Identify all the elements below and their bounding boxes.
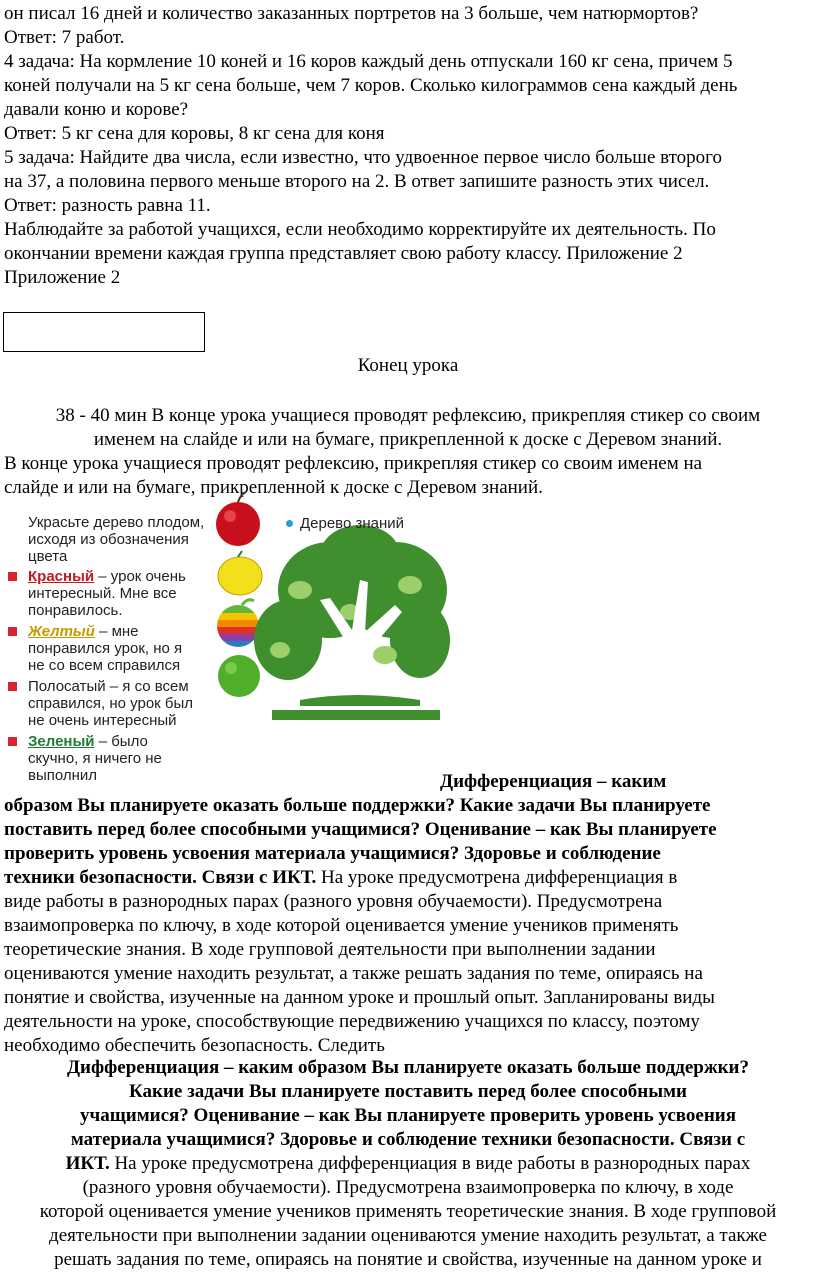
legend-red-text: интересный. Мне все bbox=[28, 585, 177, 602]
text-line: Ответ: 5 кг сена для коровы, 8 кг сена для коня bbox=[4, 123, 385, 144]
diff-line: поставить перед более способными учащимися? Оценивание – как Вы планируете bbox=[4, 819, 717, 840]
legend-green-text: выполнил bbox=[28, 767, 98, 784]
legend-red-word: Красный bbox=[28, 568, 95, 585]
reflection-centered-line: 38 - 40 мин В конце урока учащиеся проводят рефлексию, прикрепляя стикер со своим bbox=[55, 405, 761, 426]
bullet-dot bbox=[286, 520, 293, 527]
centered-bold-line: учащимися? Оценивание – как Вы планируете проверить уровень усвоения bbox=[80, 1105, 736, 1126]
text-line: необходимо обеспечить безопасность. Следить bbox=[4, 1035, 385, 1056]
text-line: оцениваются умение находить результат, а также решать задания по теме, опираясь на bbox=[4, 963, 703, 984]
diff-normal-part: На уроке предусмотрена дифференциация в bbox=[321, 867, 678, 888]
tree-label: Дерево знаний bbox=[300, 515, 405, 532]
text-line: теоретические знания. В ходе групповой деятельности при выполнении задании bbox=[4, 939, 656, 960]
diff-line: образом Вы планируете оказать больше поддержки? Какие задачи Вы планируете bbox=[4, 795, 711, 816]
text-line: давали коню и корове? bbox=[4, 99, 189, 120]
legend-green-text: скучно, я ничего не bbox=[28, 750, 162, 767]
text-line: Ответ: 7 работ. bbox=[4, 27, 125, 48]
reflection-line: слайде и или на бумаге, прикрепленной к доске с Деревом знаний. bbox=[4, 477, 543, 498]
legend-yellow-text: понравился урок, но я bbox=[28, 640, 183, 657]
section-title: Конец урока bbox=[357, 355, 459, 376]
legend-striped: справился, но урок был bbox=[28, 695, 194, 712]
legend-green-word: Зеленый bbox=[28, 733, 95, 750]
legend-yellow-word: Желтый bbox=[28, 623, 95, 640]
legend-intro: цвета bbox=[28, 548, 68, 565]
diff-line-mixed bbox=[4, 866, 816, 890]
centered-mixed-line bbox=[0, 1152, 816, 1176]
legend-red-text: – урок очень bbox=[98, 568, 186, 585]
text-line: 4 задача: На кормление 10 коней и 16 коров каждый день отпускали 160 кг сена, причем 5 bbox=[4, 51, 733, 72]
text-line: виде работы в разнородных парах (разного уровня обучаемости). Предусмотрена bbox=[4, 891, 663, 912]
legend-intro: Украсьте дерево плодом, bbox=[28, 514, 205, 531]
centered-bold-line: Какие задачи Вы планируете поставить перед более способными bbox=[129, 1081, 687, 1102]
text-line: Наблюдайте за работой учащихся, если необходимо корректируйте их деятельность. По bbox=[4, 219, 716, 240]
text-line: коней получали на 5 кг сена больше, чем 7 коров. Сколько килограммов сена каждый день bbox=[4, 75, 738, 96]
centered-bold-line: материала учащимися? Здоровье и соблюдение техники безопасности. Связи с bbox=[70, 1129, 746, 1150]
diff-line: проверить уровень усвоения материала учащимися? Здоровье и соблюдение bbox=[4, 843, 661, 864]
text-line: деятельности на уроке, способствующие передвижению учащихся по классу, поэтому bbox=[4, 1011, 700, 1032]
text-line: Ответ: разность равна 11. bbox=[4, 195, 211, 216]
legend-intro: исходя из обозначения bbox=[28, 531, 189, 548]
reflection-line: В конце урока учащиеся проводят рефлексию, прикрепляя стикер со своим именем на bbox=[4, 453, 703, 474]
centered-bold-line: Дифференциация – каким образом Вы планируете оказать больше поддержки? bbox=[66, 1057, 750, 1078]
diff-line: Дифференциация – каким bbox=[440, 771, 667, 792]
centered-normal-part: На уроке предусмотрена дифференциация в виде работы в разнородных парах bbox=[114, 1153, 751, 1174]
centered-line: которой оценивается умение учеников применять теоретические знания. В ходе групповой bbox=[39, 1201, 777, 1222]
legend-green-text: – было bbox=[98, 733, 148, 750]
tree-icon bbox=[254, 525, 450, 720]
text-line: 5 задача: Найдите два числа, если известно, что удвоенное первое число больше второго bbox=[4, 147, 722, 168]
text-line: понятие и свойства, изученные на данном уроке и прошлый опыт. Запланированы виды bbox=[4, 987, 715, 1008]
red-apple-icon bbox=[216, 492, 260, 546]
text-line: он писал 16 дней и количество заказанных портретов на 3 больше, чем натюрмортов? bbox=[4, 3, 699, 24]
centered-bold-part: ИКТ. bbox=[65, 1153, 115, 1174]
legend-striped: Полосатый – я со всем bbox=[28, 678, 189, 695]
text-line: взаимопроверка по ключу, в ходе которой оценивается умение учеников применять bbox=[4, 915, 679, 936]
centered-line: (разного уровня обучаемости). Предусмотрена взаимопроверка по ключу, в ходе bbox=[82, 1177, 734, 1198]
yellow-apple-icon bbox=[218, 551, 262, 595]
legend-yellow-text: – мне bbox=[99, 623, 139, 640]
legend-striped: не очень интересный bbox=[28, 712, 177, 729]
centered-line: решать задания по теме, опираясь на понятие и свойства, изученные на данном уроке и bbox=[54, 1249, 762, 1270]
text-line: окончании времени каждая группа представляет свою работу классу. Приложение 2 bbox=[4, 243, 683, 264]
green-apple-icon bbox=[218, 655, 260, 697]
text-line: Приложение 2 bbox=[4, 267, 121, 288]
reflection-centered-line: именем на слайде и или на бумаге, прикрепленной к доске с Деревом знаний. bbox=[93, 429, 723, 450]
legend-red-text: понравилось. bbox=[28, 602, 123, 619]
centered-line: деятельности при выполнении задании оцениваются умение находить результат, а также bbox=[49, 1225, 767, 1246]
legend-yellow-text: не со всем справился bbox=[28, 657, 181, 674]
diff-bold-part: техники безопасности. Связи с ИКТ. bbox=[4, 867, 322, 888]
text-line: на 37, а половина первого меньше второго на 2. В ответ запишите разность этих чисел. bbox=[4, 171, 710, 192]
